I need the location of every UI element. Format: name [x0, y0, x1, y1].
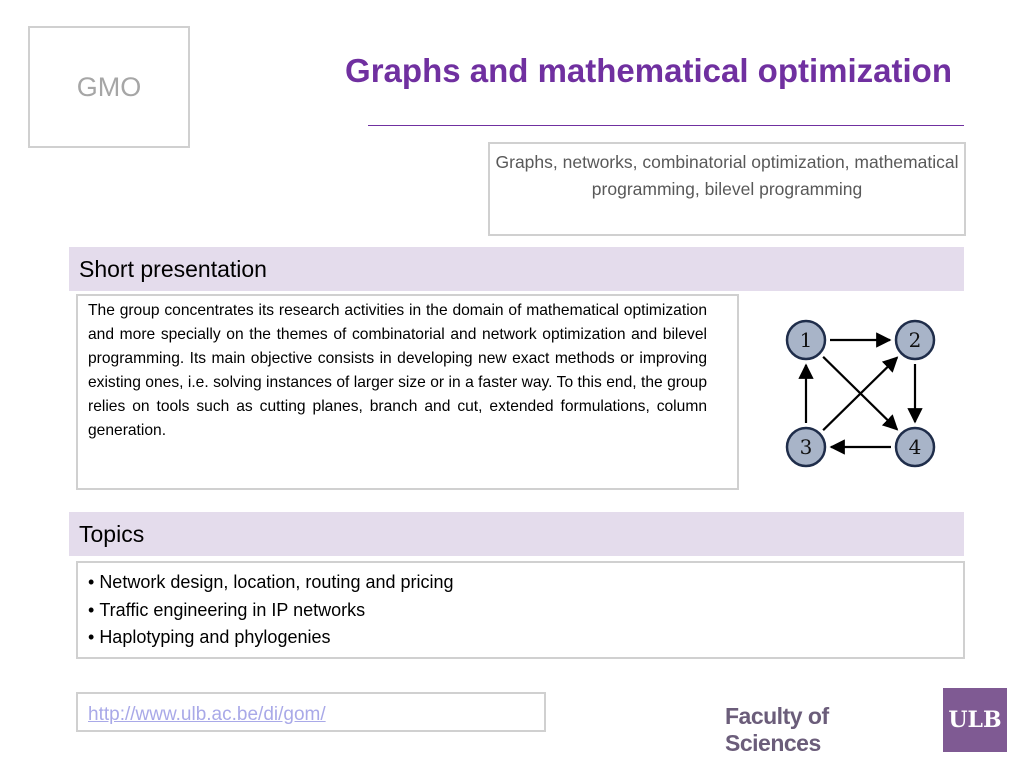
- topics-heading: Topics: [69, 512, 964, 556]
- topic-item: • Haplotyping and phylogenies: [88, 624, 953, 652]
- title-divider: [368, 125, 964, 126]
- graph-edges: [806, 340, 915, 447]
- page-title: Graphs and mathematical optimization: [345, 52, 952, 89]
- node-label-3: 3: [799, 435, 813, 459]
- topic-item: • Traffic engineering in IP networks: [88, 597, 953, 625]
- topics-list: [76, 561, 965, 659]
- keywords-box: Graphs, networks, combinatorial optimization, mathematical programming, bilevel programming: [488, 142, 966, 236]
- short-presentation-heading: Short presentation: [69, 247, 964, 291]
- website-link[interactable]: http://www.ulb.ac.be/di/gom/: [76, 692, 546, 732]
- node-label-4: 4: [908, 435, 922, 459]
- node-label-1: 1: [799, 328, 813, 352]
- faculty-of-sciences-logo: Faculty of Sciences: [725, 703, 829, 756]
- ulb-logo: ULB: [943, 688, 1007, 752]
- gmo-logo-text: GMO: [76, 71, 142, 102]
- directed-graph-diagram: [770, 305, 950, 485]
- gmo-logo: [28, 26, 190, 148]
- topic-item: • Network design, location, routing and pricing: [88, 569, 953, 597]
- node-label-2: 2: [908, 328, 922, 352]
- presentation-text: The group concentrates its research activities in the domain of mathematical optimization and more specially on the themes of combinatorial and network optimization and bilevel programming. Its main objective consists in developing new exact methods or improving existing ones, i.e. solving instances of larger size or in a faster way. To this end, the group relies on tools such as cutting planes, branch and cut, extended formulations, column generation.: [76, 294, 739, 490]
